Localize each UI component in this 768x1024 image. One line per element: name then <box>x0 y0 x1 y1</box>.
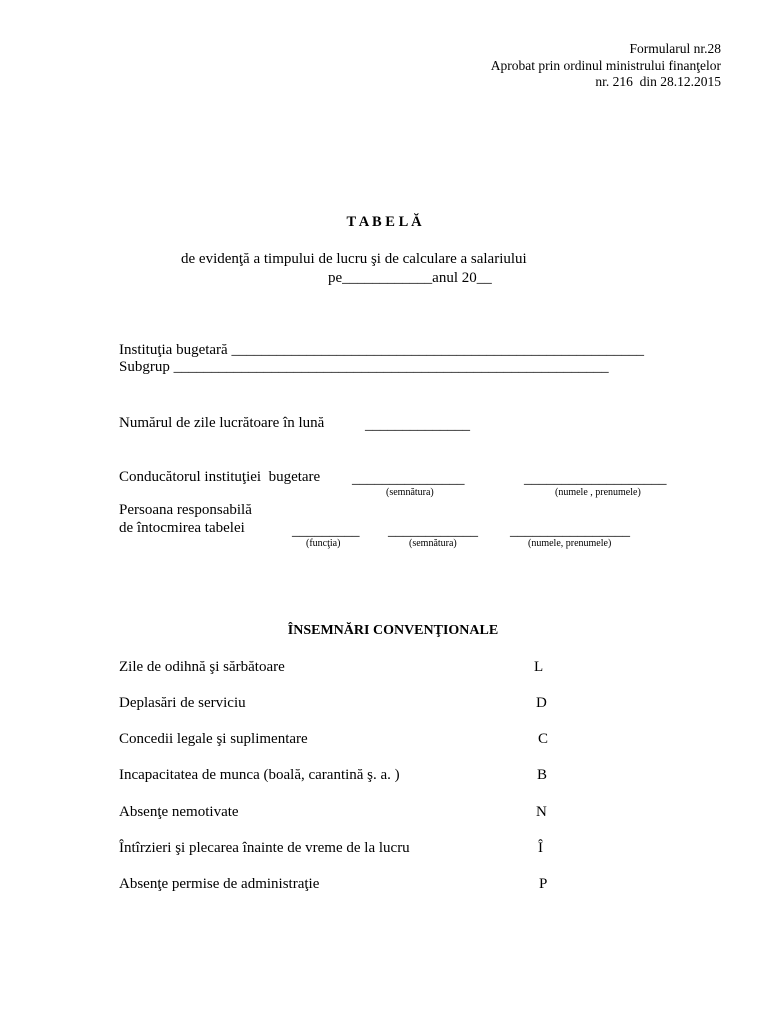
responsible-label-2: de întocmirea tabelei <box>119 520 245 536</box>
workdays-blank: ______________ <box>365 417 470 433</box>
legend-item-label: Zile de odihnă şi sărbătoare <box>119 659 285 675</box>
institution-field: Instituţia bugetară _______________________________________________________ <box>119 342 644 358</box>
legend-title: ÎNSEMNĂRI CONVENŢIONALE <box>287 623 499 638</box>
responsible-name-caption: (numele, prenumele) <box>528 538 612 549</box>
responsible-signature-caption: (semnătura) <box>409 538 457 549</box>
legend-item-code: N <box>536 804 547 820</box>
legend-item-code: L <box>534 659 544 675</box>
leader-signature-caption: (semnătura) <box>386 487 434 498</box>
responsible-function-caption: (funcţia) <box>306 538 341 549</box>
legend-item-code: D <box>536 695 547 711</box>
responsible-function-blank: _________ <box>292 523 360 539</box>
leader-signature-blank: _______________ <box>352 471 465 487</box>
form-number: Formularul nr.28 <box>629 41 721 56</box>
leader-label: Conducătorul instituţiei bugetare <box>119 469 321 485</box>
legend-item-code: Î <box>538 840 543 856</box>
legend-item-label: Absenţe nemotivate <box>119 804 239 820</box>
leader-name-blank: ___________________ <box>524 471 667 487</box>
subgroup-field: Subgrup __________________________________________________________ <box>119 359 609 375</box>
document-subtitle: de evidenţă a timpului de lucru şi de calculare a salariului <box>181 251 527 267</box>
legend-item-label: Absenţe permise de administraţie <box>119 876 320 892</box>
order-number: nr. 216 din 28.12.2015 <box>595 74 721 89</box>
approval-line: Aprobat prin ordinul ministrului finanţelor <box>490 58 721 73</box>
document-title: T A B E L Ă <box>346 214 422 230</box>
legend-item-label: Incapacitatea de munca (boală, carantină ş. a. ) <box>119 767 400 783</box>
responsible-name-blank: ________________ <box>510 523 630 539</box>
period-line: pe____________anul 20__ <box>328 270 492 286</box>
legend-item-label: Concedii legale şi suplimentare <box>119 731 308 747</box>
responsible-label: Persoana responsabilă <box>119 502 252 518</box>
legend-item-label: Deplasări de serviciu <box>119 695 246 711</box>
legend-item-label: Întîrzieri şi plecarea înainte de vreme de la lucru <box>119 840 410 856</box>
legend-item-code: B <box>537 767 548 783</box>
leader-name-caption: (numele , prenumele) <box>555 487 641 498</box>
legend-item-code: P <box>539 876 548 892</box>
legend-item-code: C <box>538 731 549 747</box>
responsible-signature-blank: ____________ <box>388 523 478 539</box>
workdays-label: Numărul de zile lucrătoare în lună <box>119 415 325 431</box>
